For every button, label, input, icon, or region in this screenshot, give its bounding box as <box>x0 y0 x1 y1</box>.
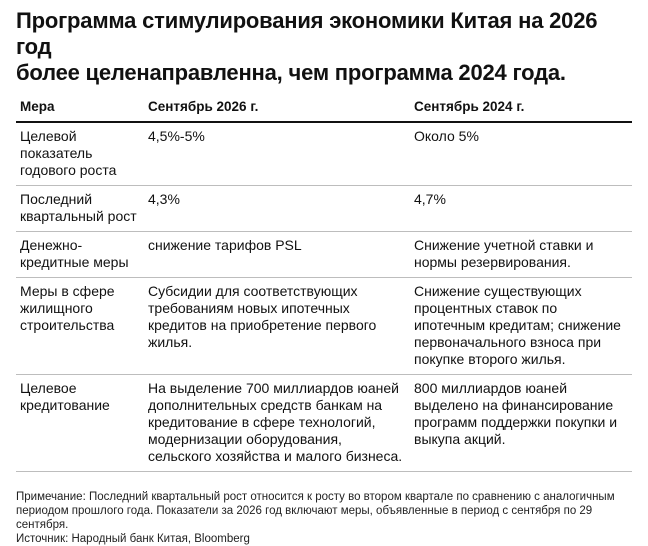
cell-sep-2026: 4,3% <box>144 186 410 232</box>
cell-sep-2026: 4,5%-5% <box>144 122 410 186</box>
cell-measure: Последний квартальный рост <box>16 186 144 232</box>
header-measure: Мера <box>16 94 144 122</box>
table-row <box>16 232 632 278</box>
table-header-row <box>16 94 632 122</box>
table-row <box>16 375 632 472</box>
cell-measure: Денежно-кредитные меры <box>16 232 144 278</box>
footnote <box>16 490 616 546</box>
header-sep-2024: Сентябрь 2024 г. <box>410 94 632 122</box>
footnote-source: Источник: Народный банк Китая, Bloomberg <box>16 533 250 545</box>
cell-sep-2024: 4,7% <box>410 186 632 232</box>
cell-measure: Целевое кредитование <box>16 375 144 472</box>
cell-sep-2024: Снижение учетной ставки и нормы резервирования. <box>410 232 632 278</box>
table-row <box>16 278 632 375</box>
cell-sep-2024: Снижение существующих процентных ставок по ипотечным кредитам; снижение первоначального взноса при покупке второго жилья. <box>410 278 632 375</box>
table-row <box>16 186 632 232</box>
title-line-2: более целенаправленна, чем программа 2024 года. <box>16 60 566 85</box>
cell-sep-2026: На выделение 700 миллиардов юаней дополнительных средств банкам на кредитование в сфере технологий, модернизации оборудования, сельского хозяйства и малого бизнеса. <box>144 375 410 472</box>
title-line-1: Программа стимулирования экономики Китая на 2026 год <box>16 8 598 59</box>
cell-sep-2024: 800 миллиардов юаней выделено на финансирование программ поддержки покупки и выкупа акций. <box>410 375 632 472</box>
page-title <box>16 8 632 86</box>
cell-sep-2026: снижение тарифов PSL <box>144 232 410 278</box>
cell-sep-2026: Субсидии для соответствующих требованиям новых ипотечных кредитов на приобретение первого жилья. <box>144 278 410 375</box>
cell-sep-2024: Около 5% <box>410 122 632 186</box>
footnote-note: Примечание: Последний квартальный рост относится к росту во втором квартале по сравнению с аналогичным периодом прошлого года. Показатели за 2026 год включают меры, объявленные в период с сентября по 29 сентября. <box>16 491 615 531</box>
table-row <box>16 122 632 186</box>
comparison-table <box>16 94 632 472</box>
header-sep-2026: Сентябрь 2026 г. <box>144 94 410 122</box>
cell-measure: Меры в сфере жилищного строительства <box>16 278 144 375</box>
cell-measure: Целевой показатель годового роста <box>16 122 144 186</box>
